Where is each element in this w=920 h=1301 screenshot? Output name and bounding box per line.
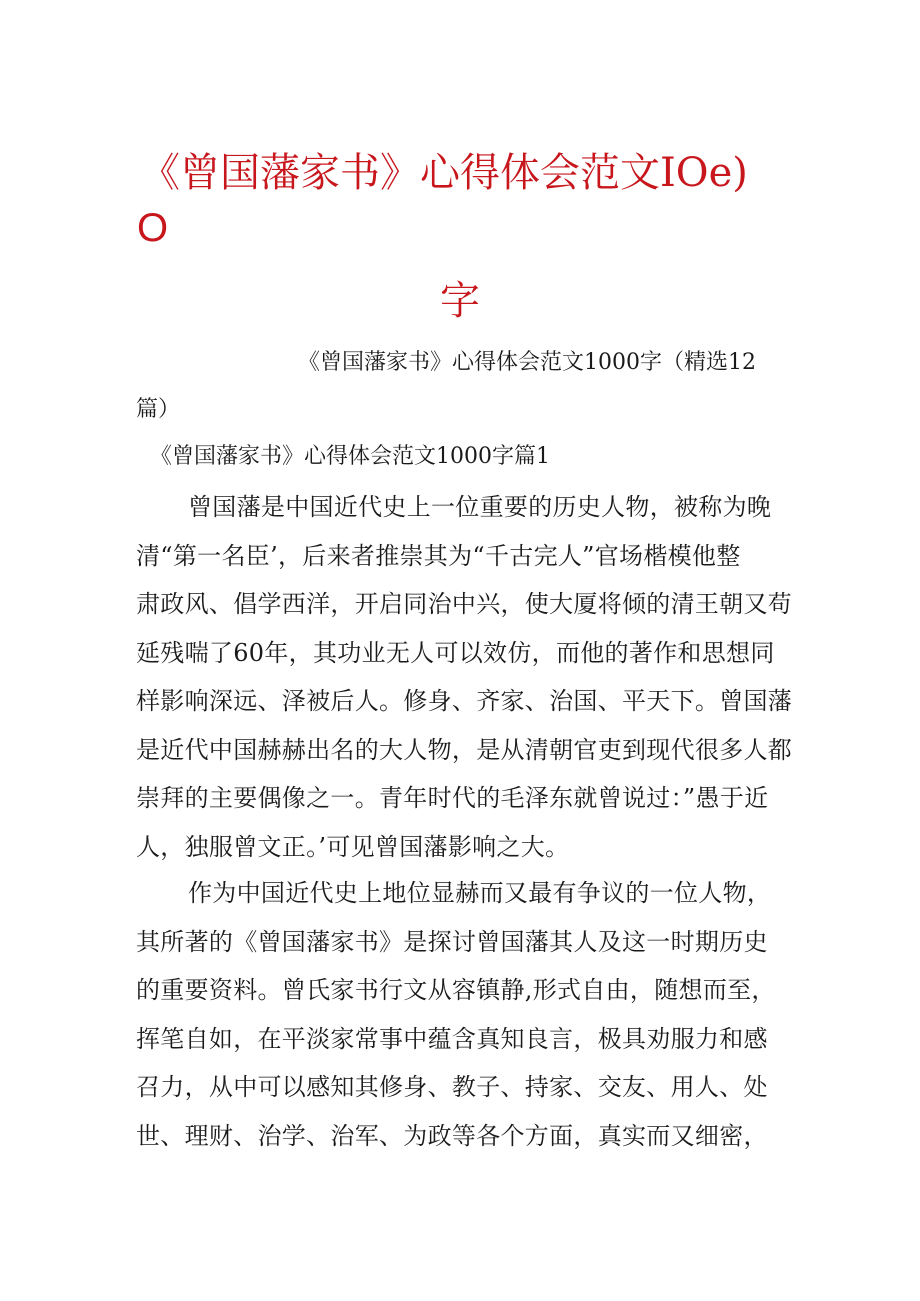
paragraph-line: 世、理财、治学、治军、为政等各个方面，真实而又细密， <box>136 1121 768 1150</box>
document-title-line-2: O <box>137 206 169 250</box>
paragraph-line: 是近代中国赫赫出名的大人物，是从清朝官吏到现代很多人都 <box>136 735 793 764</box>
paragraph-line: 的重要资料。曾氏家书行文从容镇静,形式自由，随想而至， <box>136 976 776 1004</box>
document-title-line-3: 字 <box>440 278 480 324</box>
paragraph-line: 延残喘了60年，其功业无人可以效仿，而他的著作和思想同 <box>136 638 775 667</box>
document-title-line-1: 《曾国藩家书》心得体会范文IOe) <box>140 150 748 196</box>
paragraph-line: 肃政风、倡学西洋，开启同治中兴，使大厦将倾的清王朝又苟 <box>136 590 793 618</box>
paragraph-line: 召力，从中可以感知其修身、教子、持家、交友、用人、处 <box>136 1073 768 1101</box>
paragraph-2 <box>136 869 796 1160</box>
paragraph-line: 人，独服曾文正。’可见曾国藩影响之大。 <box>136 832 570 861</box>
paragraph-1 <box>136 483 796 871</box>
paragraph-line: 样影响深远、泽被后人。修身、齐家、治国、平天下。曾国藩 <box>136 687 793 715</box>
section-heading: 《曾国藩家书》心得体会范文1000字篇1 <box>150 444 550 469</box>
subtitle-line-2: 篇） <box>136 397 181 422</box>
paragraph-line: 曾国藩是中国近代史上一位重要的历史人物，被称为晚 <box>188 493 772 521</box>
paragraph-line: 其所著的《曾国藩家书》是探讨曾国藩其人及这一时期历史 <box>136 927 768 956</box>
paragraph-line: 清“第一名臣’，后来者推崇其为“千古完人”官场楷模他整 <box>136 541 741 570</box>
paragraph-line: 作为中国近代史上地位显赫而又最有争议的一位人物， <box>188 879 772 907</box>
subtitle-line-1: 《曾国藩家书》心得体会范文1000字（精选12 <box>298 350 756 375</box>
paragraph-line: 挥笔自如，在平淡家常事中蕴含真知良言，极具劝服力和感 <box>136 1024 768 1053</box>
paragraph-line: 崇拜的主要偶像之一。青年时代的毛泽东就曾说过：”愚于近 <box>136 784 769 812</box>
